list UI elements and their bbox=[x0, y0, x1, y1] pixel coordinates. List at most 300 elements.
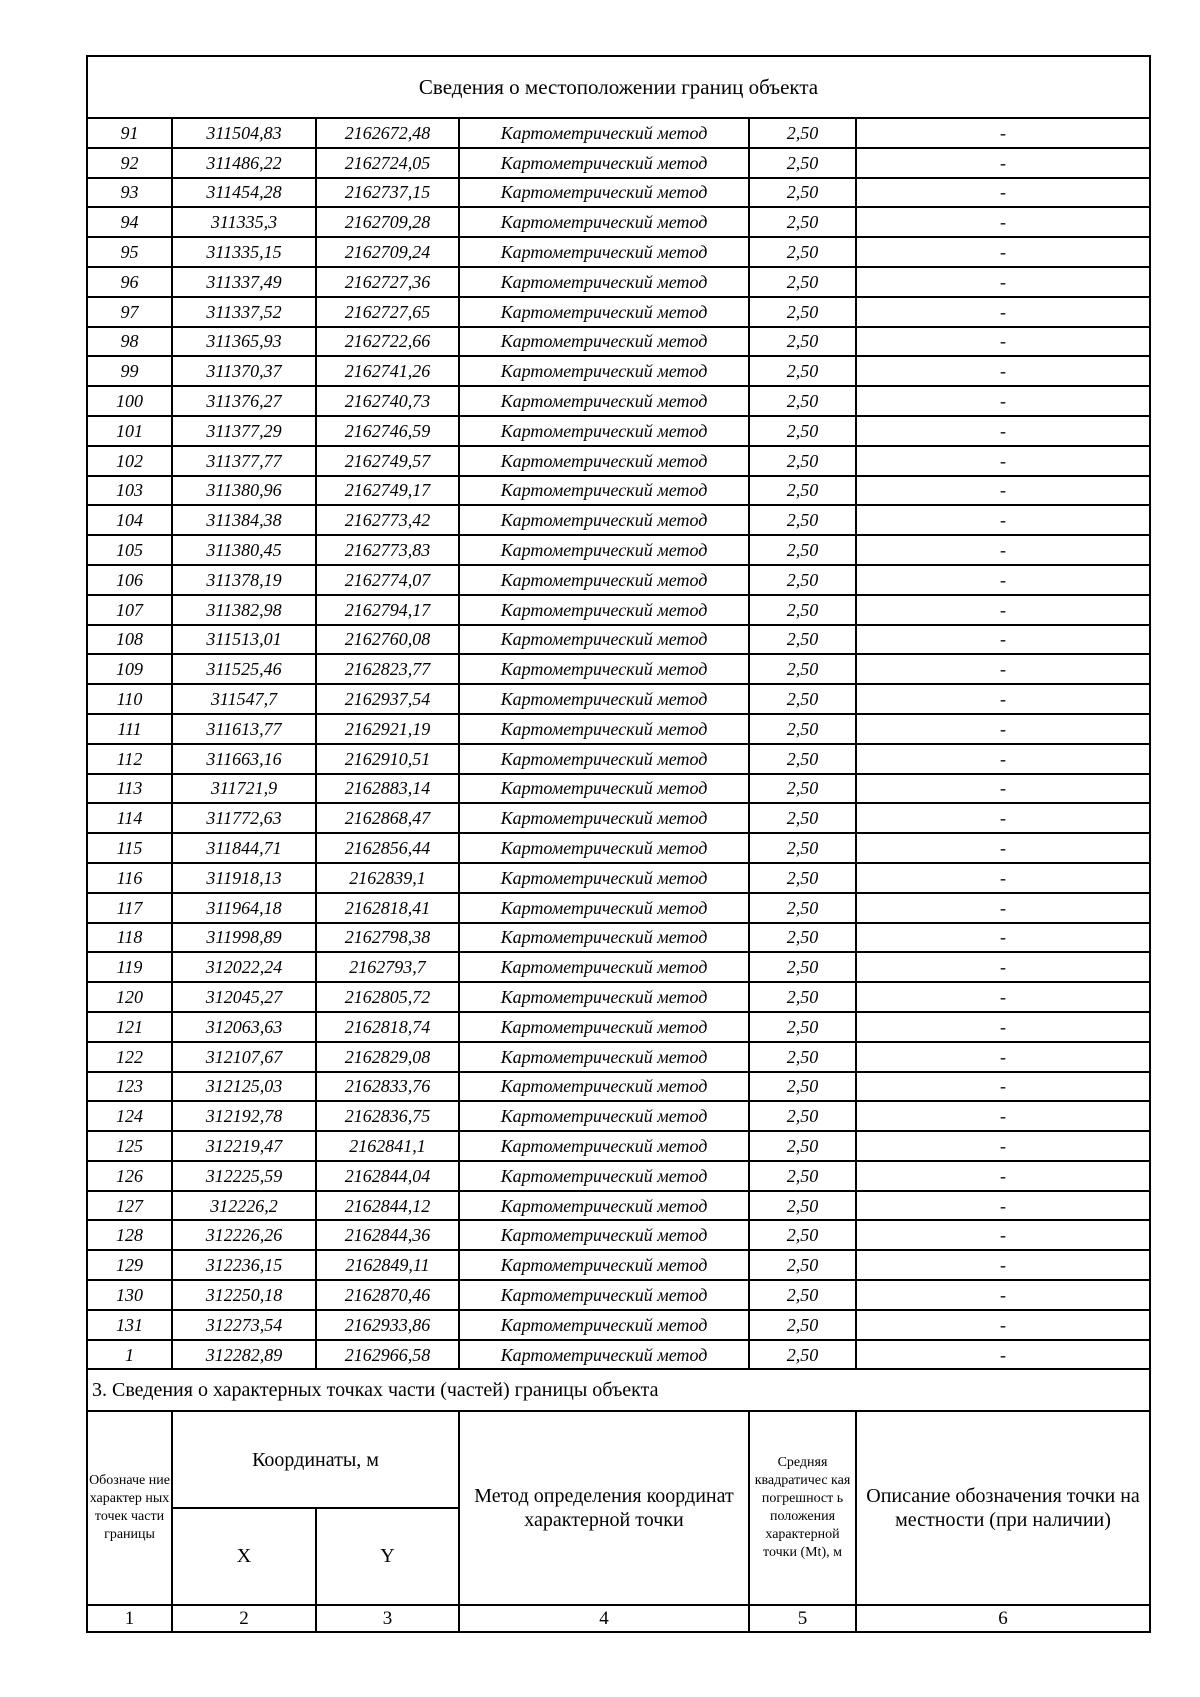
coord-y: 2162883,14 bbox=[316, 774, 459, 804]
coord-y: 2162910,51 bbox=[316, 744, 459, 774]
table-row bbox=[87, 237, 1150, 267]
error-mt: 2,50 bbox=[749, 1012, 856, 1042]
method: Картометрический метод bbox=[459, 774, 749, 804]
table-row bbox=[87, 863, 1150, 893]
coord-x: 311547,7 bbox=[172, 684, 316, 714]
method: Картометрический метод bbox=[459, 863, 749, 893]
error-mt: 2,50 bbox=[749, 148, 856, 178]
coord-x: 311454,28 bbox=[172, 178, 316, 208]
coord-y: 2162672,48 bbox=[316, 118, 459, 148]
method: Картометрический метод bbox=[459, 356, 749, 386]
description: - bbox=[856, 476, 1150, 506]
description: - bbox=[856, 356, 1150, 386]
coord-y: 2162844,12 bbox=[316, 1191, 459, 1221]
method: Картометрический метод bbox=[459, 118, 749, 148]
coord-x: 312226,2 bbox=[172, 1191, 316, 1221]
error-mt: 2,50 bbox=[749, 297, 856, 327]
point-number: 101 bbox=[87, 416, 172, 446]
error-mt: 2,50 bbox=[749, 982, 856, 1012]
error-mt: 2,50 bbox=[749, 1072, 856, 1102]
coord-y: 2162844,36 bbox=[316, 1220, 459, 1250]
point-number: 127 bbox=[87, 1191, 172, 1221]
description: - bbox=[856, 684, 1150, 714]
point-number: 100 bbox=[87, 386, 172, 416]
point-number: 109 bbox=[87, 654, 172, 684]
error-mt: 2,50 bbox=[749, 386, 856, 416]
method: Картометрический метод bbox=[459, 327, 749, 357]
point-number: 122 bbox=[87, 1042, 172, 1072]
point-number: 131 bbox=[87, 1310, 172, 1340]
description: - bbox=[856, 1250, 1150, 1280]
table-row bbox=[87, 1250, 1150, 1280]
point-number: 110 bbox=[87, 684, 172, 714]
method: Картометрический метод bbox=[459, 207, 749, 237]
error-mt: 2,50 bbox=[749, 923, 856, 953]
header-y: Y bbox=[316, 1508, 459, 1605]
description: - bbox=[856, 625, 1150, 655]
coord-x: 311337,52 bbox=[172, 297, 316, 327]
table-row bbox=[87, 118, 1150, 148]
table-row bbox=[87, 327, 1150, 357]
coord-y: 2162839,1 bbox=[316, 863, 459, 893]
error-mt: 2,50 bbox=[749, 803, 856, 833]
error-mt: 2,50 bbox=[749, 1340, 856, 1370]
error-mt: 2,50 bbox=[749, 1220, 856, 1250]
coord-x: 311337,49 bbox=[172, 267, 316, 297]
method: Картометрический метод bbox=[459, 386, 749, 416]
coord-x: 312192,78 bbox=[172, 1101, 316, 1131]
coord-y: 2162760,08 bbox=[316, 625, 459, 655]
description: - bbox=[856, 803, 1150, 833]
coord-x: 311378,19 bbox=[172, 565, 316, 595]
error-mt: 2,50 bbox=[749, 1250, 856, 1280]
error-mt: 2,50 bbox=[749, 535, 856, 565]
coord-x: 311335,15 bbox=[172, 237, 316, 267]
coord-y: 2162722,66 bbox=[316, 327, 459, 357]
column-number: 3 bbox=[316, 1605, 459, 1632]
description: - bbox=[856, 1131, 1150, 1161]
description: - bbox=[856, 952, 1150, 982]
error-mt: 2,50 bbox=[749, 863, 856, 893]
coord-x: 311380,96 bbox=[172, 476, 316, 506]
coord-y: 2162868,47 bbox=[316, 803, 459, 833]
method: Картометрический метод bbox=[459, 1161, 749, 1191]
coord-y: 2162798,38 bbox=[316, 923, 459, 953]
method: Картометрический метод bbox=[459, 1310, 749, 1340]
description: - bbox=[856, 774, 1150, 804]
error-mt: 2,50 bbox=[749, 744, 856, 774]
point-number: 121 bbox=[87, 1012, 172, 1042]
method: Картометрический метод bbox=[459, 148, 749, 178]
point-number: 93 bbox=[87, 178, 172, 208]
method: Картометрический метод bbox=[459, 654, 749, 684]
coord-y: 2162844,04 bbox=[316, 1161, 459, 1191]
point-number: 116 bbox=[87, 863, 172, 893]
method: Картометрический метод bbox=[459, 595, 749, 625]
column-number: 2 bbox=[172, 1605, 316, 1632]
method: Картометрический метод bbox=[459, 714, 749, 744]
description: - bbox=[856, 982, 1150, 1012]
coord-y: 2162709,24 bbox=[316, 237, 459, 267]
error-mt: 2,50 bbox=[749, 893, 856, 923]
coord-y: 2162727,65 bbox=[316, 297, 459, 327]
method: Картометрический метод bbox=[459, 1131, 749, 1161]
coord-y: 2162727,36 bbox=[316, 267, 459, 297]
table-row bbox=[87, 1131, 1150, 1161]
column-number: 4 bbox=[459, 1605, 749, 1632]
coord-x: 312226,26 bbox=[172, 1220, 316, 1250]
coord-x: 312236,15 bbox=[172, 1250, 316, 1280]
method: Картометрический метод bbox=[459, 446, 749, 476]
error-mt: 2,50 bbox=[749, 714, 856, 744]
coord-y: 2162823,77 bbox=[316, 654, 459, 684]
table-row bbox=[87, 297, 1150, 327]
point-number: 102 bbox=[87, 446, 172, 476]
point-number: 120 bbox=[87, 982, 172, 1012]
description: - bbox=[856, 654, 1150, 684]
header-x: X bbox=[172, 1508, 316, 1605]
table-row bbox=[87, 565, 1150, 595]
method: Картометрический метод bbox=[459, 297, 749, 327]
point-number: 114 bbox=[87, 803, 172, 833]
table-row bbox=[87, 1280, 1150, 1310]
coord-x: 311964,18 bbox=[172, 893, 316, 923]
table-row bbox=[87, 267, 1150, 297]
coord-y: 2162793,7 bbox=[316, 952, 459, 982]
description: - bbox=[856, 1072, 1150, 1102]
coord-x: 311613,77 bbox=[172, 714, 316, 744]
point-number: 108 bbox=[87, 625, 172, 655]
boundary-table bbox=[86, 55, 1151, 1633]
coord-y: 2162724,05 bbox=[316, 148, 459, 178]
error-mt: 2,50 bbox=[749, 654, 856, 684]
coord-y: 2162740,73 bbox=[316, 386, 459, 416]
method: Картометрический метод bbox=[459, 803, 749, 833]
error-mt: 2,50 bbox=[749, 595, 856, 625]
coord-x: 311382,98 bbox=[172, 595, 316, 625]
table-row bbox=[87, 505, 1150, 535]
error-mt: 2,50 bbox=[749, 327, 856, 357]
table-row bbox=[87, 1220, 1150, 1250]
description: - bbox=[856, 744, 1150, 774]
coord-x: 312022,24 bbox=[172, 952, 316, 982]
table-row bbox=[87, 1012, 1150, 1042]
point-number: 130 bbox=[87, 1280, 172, 1310]
method: Картометрический метод bbox=[459, 893, 749, 923]
table-row bbox=[87, 982, 1150, 1012]
coord-y: 2162937,54 bbox=[316, 684, 459, 714]
coord-y: 2162818,74 bbox=[316, 1012, 459, 1042]
table-row bbox=[87, 535, 1150, 565]
coord-x: 311370,37 bbox=[172, 356, 316, 386]
coord-y: 2162856,44 bbox=[316, 833, 459, 863]
method: Картометрический метод bbox=[459, 535, 749, 565]
coord-y: 2162741,26 bbox=[316, 356, 459, 386]
point-number: 112 bbox=[87, 744, 172, 774]
header-coordinates: Координаты, м bbox=[172, 1411, 459, 1508]
coord-y: 2162746,59 bbox=[316, 416, 459, 446]
error-mt: 2,50 bbox=[749, 356, 856, 386]
point-number: 103 bbox=[87, 476, 172, 506]
table-row bbox=[87, 1101, 1150, 1131]
error-mt: 2,50 bbox=[749, 1191, 856, 1221]
description: - bbox=[856, 1280, 1150, 1310]
point-number: 126 bbox=[87, 1161, 172, 1191]
table-row bbox=[87, 595, 1150, 625]
table-row bbox=[87, 386, 1150, 416]
error-mt: 2,50 bbox=[749, 446, 856, 476]
method: Картометрический метод bbox=[459, 1042, 749, 1072]
description: - bbox=[856, 1161, 1150, 1191]
point-number: 124 bbox=[87, 1101, 172, 1131]
method: Картометрический метод bbox=[459, 1340, 749, 1370]
point-number: 115 bbox=[87, 833, 172, 863]
coord-x: 311998,89 bbox=[172, 923, 316, 953]
coord-y: 2162966,58 bbox=[316, 1340, 459, 1370]
header-description: Описание обозначения точки на местности (при наличии) bbox=[856, 1411, 1150, 1605]
coord-y: 2162836,75 bbox=[316, 1101, 459, 1131]
description: - bbox=[856, 118, 1150, 148]
table-row bbox=[87, 148, 1150, 178]
error-mt: 2,50 bbox=[749, 1101, 856, 1131]
method: Картометрический метод bbox=[459, 833, 749, 863]
method: Картометрический метод bbox=[459, 684, 749, 714]
method: Картометрический метод bbox=[459, 923, 749, 953]
method: Картометрический метод bbox=[459, 1072, 749, 1102]
point-number: 113 bbox=[87, 774, 172, 804]
error-mt: 2,50 bbox=[749, 833, 856, 863]
coord-x: 312225,59 bbox=[172, 1161, 316, 1191]
method: Картометрический метод bbox=[459, 505, 749, 535]
error-mt: 2,50 bbox=[749, 1131, 856, 1161]
coord-y: 2162829,08 bbox=[316, 1042, 459, 1072]
point-number: 92 bbox=[87, 148, 172, 178]
description: - bbox=[856, 1191, 1150, 1221]
coord-x: 311525,46 bbox=[172, 654, 316, 684]
method: Картометрический метод bbox=[459, 1012, 749, 1042]
description: - bbox=[856, 416, 1150, 446]
table-row bbox=[87, 803, 1150, 833]
coord-y: 2162805,72 bbox=[316, 982, 459, 1012]
header-point-designation: Обозначе ние характер ных точек части границы bbox=[87, 1411, 172, 1605]
coord-x: 312045,27 bbox=[172, 982, 316, 1012]
header-error: Средняя квадратичес кая погрешност ь положения характерной точки (Mt), м bbox=[749, 1411, 856, 1605]
point-number: 118 bbox=[87, 923, 172, 953]
table-title: Сведения о местоположении границ объекта bbox=[87, 56, 1150, 118]
method: Картометрический метод bbox=[459, 178, 749, 208]
section-3-title: 3. Сведения о характерных точках части (частей) границы объекта bbox=[87, 1369, 1150, 1411]
error-mt: 2,50 bbox=[749, 565, 856, 595]
point-number: 111 bbox=[87, 714, 172, 744]
error-mt: 2,50 bbox=[749, 505, 856, 535]
point-number: 117 bbox=[87, 893, 172, 923]
point-number: 128 bbox=[87, 1220, 172, 1250]
error-mt: 2,50 bbox=[749, 684, 856, 714]
coord-x: 311918,13 bbox=[172, 863, 316, 893]
coord-x: 312219,47 bbox=[172, 1131, 316, 1161]
coord-x: 311335,3 bbox=[172, 207, 316, 237]
error-mt: 2,50 bbox=[749, 416, 856, 446]
method: Картометрический метод bbox=[459, 744, 749, 774]
coord-y: 2162749,57 bbox=[316, 446, 459, 476]
description: - bbox=[856, 505, 1150, 535]
error-mt: 2,50 bbox=[749, 1161, 856, 1191]
error-mt: 2,50 bbox=[749, 1042, 856, 1072]
table-row bbox=[87, 1161, 1150, 1191]
table-row bbox=[87, 446, 1150, 476]
method: Картометрический метод bbox=[459, 565, 749, 595]
description: - bbox=[856, 178, 1150, 208]
coord-x: 311376,27 bbox=[172, 386, 316, 416]
table-row bbox=[87, 744, 1150, 774]
point-number: 91 bbox=[87, 118, 172, 148]
table-row bbox=[87, 1310, 1150, 1340]
column-number: 1 bbox=[87, 1605, 172, 1632]
description: - bbox=[856, 297, 1150, 327]
description: - bbox=[856, 386, 1150, 416]
description: - bbox=[856, 1012, 1150, 1042]
description: - bbox=[856, 714, 1150, 744]
coord-x: 311365,93 bbox=[172, 327, 316, 357]
table-row bbox=[87, 654, 1150, 684]
error-mt: 2,50 bbox=[749, 476, 856, 506]
table-row bbox=[87, 356, 1150, 386]
coord-x: 311384,38 bbox=[172, 505, 316, 535]
coord-y: 2162737,15 bbox=[316, 178, 459, 208]
table-row bbox=[87, 476, 1150, 506]
description: - bbox=[856, 446, 1150, 476]
method: Картометрический метод bbox=[459, 1101, 749, 1131]
coord-x: 311380,45 bbox=[172, 535, 316, 565]
method: Картометрический метод bbox=[459, 1250, 749, 1280]
table-row bbox=[87, 684, 1150, 714]
description: - bbox=[856, 267, 1150, 297]
table-row bbox=[87, 774, 1150, 804]
error-mt: 2,50 bbox=[749, 952, 856, 982]
table-row bbox=[87, 1072, 1150, 1102]
description: - bbox=[856, 863, 1150, 893]
description: - bbox=[856, 1042, 1150, 1072]
point-number: 107 bbox=[87, 595, 172, 625]
point-number: 129 bbox=[87, 1250, 172, 1280]
coord-x: 312273,54 bbox=[172, 1310, 316, 1340]
method: Картометрический метод bbox=[459, 1220, 749, 1250]
coord-y: 2162841,1 bbox=[316, 1131, 459, 1161]
description: - bbox=[856, 1101, 1150, 1131]
table-row bbox=[87, 1191, 1150, 1221]
point-number: 106 bbox=[87, 565, 172, 595]
coord-x: 312250,18 bbox=[172, 1280, 316, 1310]
error-mt: 2,50 bbox=[749, 625, 856, 655]
description: - bbox=[856, 565, 1150, 595]
coord-y: 2162921,19 bbox=[316, 714, 459, 744]
table-row bbox=[87, 416, 1150, 446]
coord-x: 312063,63 bbox=[172, 1012, 316, 1042]
error-mt: 2,50 bbox=[749, 1310, 856, 1340]
coord-x: 312282,89 bbox=[172, 1340, 316, 1370]
header-method: Метод определения координат характерной точки bbox=[459, 1411, 749, 1605]
description: - bbox=[856, 327, 1150, 357]
table-row bbox=[87, 952, 1150, 982]
point-number: 105 bbox=[87, 535, 172, 565]
description: - bbox=[856, 1340, 1150, 1370]
table-row bbox=[87, 625, 1150, 655]
table-row bbox=[87, 1042, 1150, 1072]
point-number: 96 bbox=[87, 267, 172, 297]
description: - bbox=[856, 833, 1150, 863]
description: - bbox=[856, 1310, 1150, 1340]
table-row bbox=[87, 923, 1150, 953]
method: Картометрический метод bbox=[459, 237, 749, 267]
method: Картометрический метод bbox=[459, 1191, 749, 1221]
coord-x: 311486,22 bbox=[172, 148, 316, 178]
description: - bbox=[856, 595, 1150, 625]
point-number: 97 bbox=[87, 297, 172, 327]
error-mt: 2,50 bbox=[749, 178, 856, 208]
error-mt: 2,50 bbox=[749, 774, 856, 804]
coord-x: 311513,01 bbox=[172, 625, 316, 655]
coord-y: 2162818,41 bbox=[316, 893, 459, 923]
point-number: 119 bbox=[87, 952, 172, 982]
description: - bbox=[856, 237, 1150, 267]
table-row bbox=[87, 714, 1150, 744]
coord-y: 2162794,17 bbox=[316, 595, 459, 625]
method: Картометрический метод bbox=[459, 416, 749, 446]
table-row bbox=[87, 833, 1150, 863]
coord-y: 2162773,83 bbox=[316, 535, 459, 565]
coord-y: 2162709,28 bbox=[316, 207, 459, 237]
coord-y: 2162933,86 bbox=[316, 1310, 459, 1340]
coord-x: 311663,16 bbox=[172, 744, 316, 774]
table-row bbox=[87, 893, 1150, 923]
error-mt: 2,50 bbox=[749, 237, 856, 267]
coord-x: 311844,71 bbox=[172, 833, 316, 863]
error-mt: 2,50 bbox=[749, 267, 856, 297]
description: - bbox=[856, 1220, 1150, 1250]
error-mt: 2,50 bbox=[749, 118, 856, 148]
coord-y: 2162773,42 bbox=[316, 505, 459, 535]
description: - bbox=[856, 148, 1150, 178]
column-number: 6 bbox=[856, 1605, 1150, 1632]
point-number: 95 bbox=[87, 237, 172, 267]
point-number: 94 bbox=[87, 207, 172, 237]
error-mt: 2,50 bbox=[749, 207, 856, 237]
method: Картометрический метод bbox=[459, 267, 749, 297]
point-number: 1 bbox=[87, 1340, 172, 1370]
coord-x: 311772,63 bbox=[172, 803, 316, 833]
document-page bbox=[86, 55, 1149, 1633]
coord-x: 311377,77 bbox=[172, 446, 316, 476]
table-row bbox=[87, 178, 1150, 208]
coord-x: 311721,9 bbox=[172, 774, 316, 804]
column-number: 5 bbox=[749, 1605, 856, 1632]
coord-y: 2162774,07 bbox=[316, 565, 459, 595]
coord-x: 312125,03 bbox=[172, 1072, 316, 1102]
method: Картометрический метод bbox=[459, 476, 749, 506]
point-number: 123 bbox=[87, 1072, 172, 1102]
method: Картометрический метод bbox=[459, 952, 749, 982]
point-number: 104 bbox=[87, 505, 172, 535]
coord-x: 311504,83 bbox=[172, 118, 316, 148]
table-row bbox=[87, 1340, 1150, 1370]
method: Картометрический метод bbox=[459, 625, 749, 655]
point-number: 98 bbox=[87, 327, 172, 357]
method: Картометрический метод bbox=[459, 1280, 749, 1310]
description: - bbox=[856, 893, 1150, 923]
coord-y: 2162849,11 bbox=[316, 1250, 459, 1280]
description: - bbox=[856, 535, 1150, 565]
table-row bbox=[87, 207, 1150, 237]
